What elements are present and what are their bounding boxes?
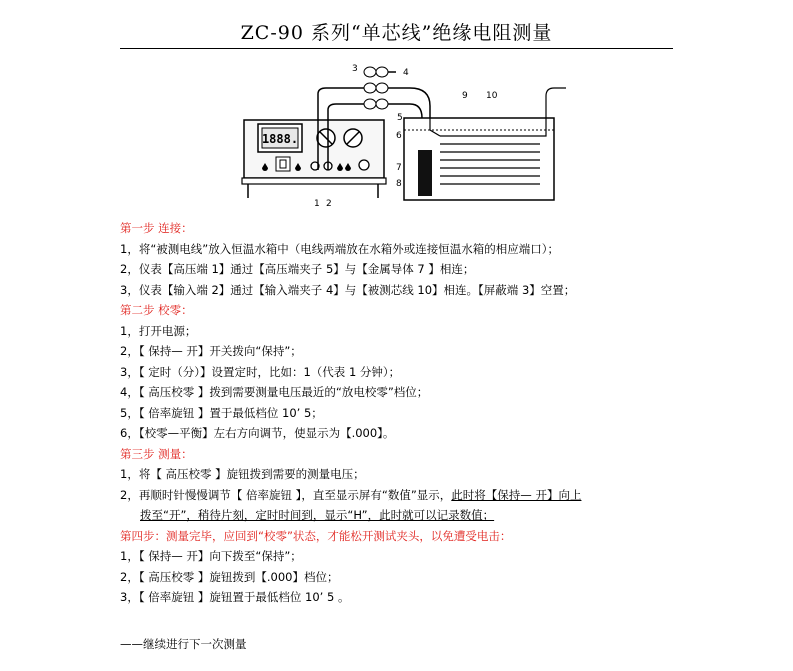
title-rule: [120, 48, 673, 49]
label-6: 6: [396, 131, 402, 141]
label-5: 5: [397, 113, 403, 123]
footer-note: ——继续进行下一次测量: [120, 636, 247, 651]
wiring-diagram: [240, 58, 570, 206]
label-10: 10: [486, 91, 498, 101]
procedure-text: [120, 218, 780, 654]
step1-item1: 1，将“被测电线”放入恒温水箱中（电线两端放在水箱外或连接恒温水箱的相应端口）；: [120, 241, 559, 256]
step3-item2-text: 2，再顺时针慢慢调节【 倍率旋钮 】，直至显示屏有“数值”显示，: [120, 487, 452, 502]
step2-item1: 1，打开电源；: [120, 323, 197, 338]
step3-item2-cont: [120, 505, 780, 526]
step3-heading: 第三步 测量：: [120, 446, 193, 461]
step3-item2-cont-text: 拨至“开”，稍待片刻，定时时间到，显示“H”，此时就可以记录数值；: [140, 508, 495, 522]
step2-item3: 3，【 定时（分）】设置定时，比如：1（代表 1 分钟）；: [120, 364, 401, 379]
label-2: 2: [326, 199, 332, 206]
water-tank: [404, 88, 566, 200]
step2-heading: 第二步 校零：: [120, 303, 193, 317]
step3-item2-underlined: 此时将【保持— 开】向上: [451, 487, 582, 502]
step4-item1: 1，【 保持— 开】向下拨至“保持”；: [120, 549, 302, 563]
step4-item2: 2，【 高压校零 】旋钮拨到【.000】档位；: [120, 569, 339, 584]
display-readout: 1888.: [261, 132, 299, 146]
label-1: 1: [314, 199, 320, 206]
step2-item5: 5，【 倍率旋钮 】置于最低档位 10’ 5；: [120, 405, 323, 420]
label-7: 7: [396, 163, 402, 173]
step1-item3: 3，仪表【输入端 2】通过【输入端夹子 4】与【被测芯线 10】相连。【屏蔽端 3】空置；: [120, 282, 576, 297]
instrument: [242, 120, 386, 198]
page-title: ZC-90 系列“单芯线”绝缘电阻测量: [240, 22, 553, 44]
step4-item3: 3，【 倍率旋钮 】旋钮置于最低档位 10’ 5 。: [120, 590, 350, 604]
step1-heading: 第一步 连接：: [120, 221, 193, 235]
clips: [364, 67, 388, 109]
label-9: 9: [462, 91, 468, 101]
label-3: 3: [352, 64, 358, 74]
label-4: 4: [403, 68, 409, 78]
step2-item4: 4，【 高压校零 】拨到需要测量电压最近的“放电校零”档位；: [120, 385, 429, 399]
step3-item2: [120, 485, 780, 506]
step4-heading: 第四步：测量完毕，应回到“校零”状态，才能松开测试夹头，以免遭受电击：: [120, 528, 512, 543]
step1-item2: 2，仪表【高压端 1】通过【高压端夹子 5】与【金属导体 7 】相连；: [120, 262, 475, 276]
label-8: 8: [396, 179, 402, 189]
step2-item2: 2，【 保持— 开】开关拨向“保持”；: [120, 344, 302, 358]
step2-item6: 6，【校零—平衡】左右方向调节，使显示为【.000】。: [120, 426, 395, 440]
step3-item1: 1，将【 高压校零 】旋钮拨到需要的测量电压；: [120, 467, 365, 481]
